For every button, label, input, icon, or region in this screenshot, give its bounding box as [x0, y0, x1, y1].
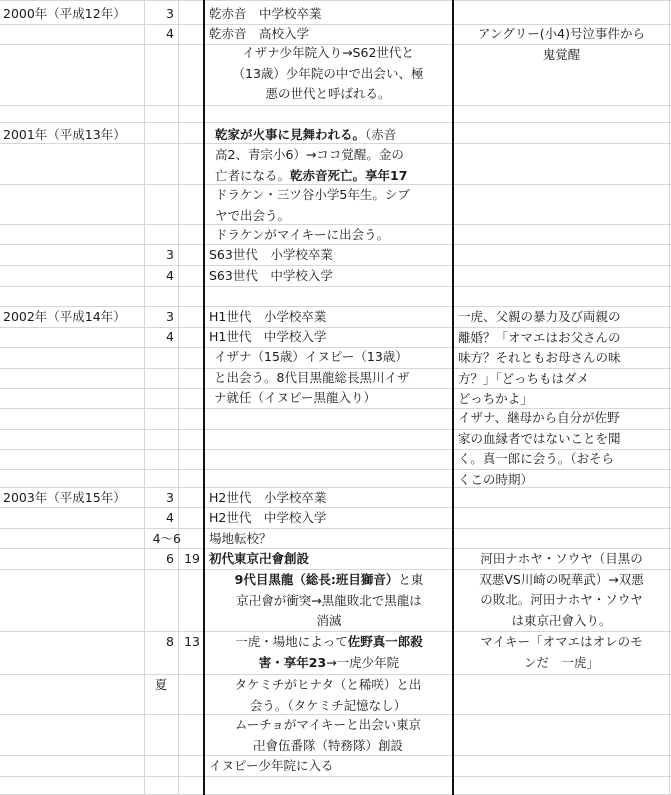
event-cell: H2世代 小学校卒業 — [209, 490, 327, 505]
event-cell: ドラケン・三ツ谷小学5年生。シブ ヤで出会う。 — [215, 187, 410, 223]
event-cell — [215, 145, 447, 186]
month-cell: 4 — [166, 329, 174, 344]
month-cell: 4〜6 — [152, 531, 181, 546]
event-cell: ドラケンがマイキーに出会う。 — [215, 227, 390, 242]
event-text: （赤音 — [365, 127, 397, 142]
year-label: 2002年（平成14年） — [3, 309, 126, 324]
row-line — [0, 122, 671, 123]
event-cell — [207, 570, 451, 632]
month-cell: 6 — [166, 551, 174, 566]
event-cell: H1世代 中学校入学 — [209, 329, 327, 344]
event-cell: イザナ少年院入り→S62世代と （13歳）少年院の中で出会い、極 悪の世代と呼ばれる。 — [232, 45, 424, 101]
event-cell: イヌピー少年院に入る — [209, 758, 334, 773]
month-cell: 4 — [166, 268, 174, 283]
month-cell: 4 — [166, 26, 174, 41]
event-text: 高2、青宗小6）→ココ覚醒。金の 亡者になる。 — [215, 147, 404, 183]
row-line — [0, 265, 671, 266]
note-cell: マイキー「オマエはオレのモ ンだ 一虎」 — [480, 634, 643, 670]
event-cell: S63世代 小学校卒業 — [209, 247, 333, 262]
event-bold: 佐野真一郎殺 害・享年23 — [258, 634, 423, 670]
event-cell: 場地転校？ — [209, 531, 272, 546]
event-cell: 乾赤音 中学校卒業 — [209, 6, 322, 21]
event-cell — [215, 125, 447, 146]
event-cell: イザナ（15歳）イヌピー（13歳） と出会う。8代目黒龍総長黒川イザ ナ就任（イヌピー黒龍入り） — [214, 349, 410, 405]
month-cell: 3 — [166, 247, 174, 262]
column-line — [178, 0, 179, 795]
month-cell: 8 — [166, 634, 174, 649]
year-label: 2001年（平成13年） — [3, 127, 126, 142]
event-cell: ムーチョがマイキーと出会い東京 卍會伍番隊（特務隊）創設 — [234, 717, 422, 753]
event-text: 一虎・場地によって — [235, 634, 348, 649]
row-line — [0, 286, 671, 287]
row-line — [0, 776, 671, 777]
year-label: 2000年（平成12年） — [3, 6, 126, 21]
event-cell: タケミチがヒナタ（と稀咲）と出 会う。（タケミチ記憶なし） — [234, 677, 422, 713]
month-cell: 3 — [166, 6, 174, 21]
event-bold: 9代目黒龍（総長:班目獅音） — [234, 572, 399, 587]
column-line — [669, 0, 670, 795]
event-text: →一虎少年院 — [326, 654, 400, 670]
column-border-right — [452, 0, 454, 795]
note-cell: イザナ、継母から自分が佐野 家の血縁者ではないことを聞 く。真一郎に会う。（おそら くこの時期） — [458, 410, 621, 487]
month-cell: 4 — [166, 510, 174, 525]
day-cell: 13 — [184, 634, 200, 649]
event-cell — [207, 632, 451, 673]
year-label: 2003年（平成15年） — [3, 490, 126, 505]
event-cell: 乾赤音 高校入学 — [209, 26, 310, 41]
event-cell: H2世代 中学校入学 — [209, 510, 327, 525]
event-bold: 乾家が火事に見舞われる。 — [215, 127, 366, 142]
note-cell: 一虎、父親の暴力及び両親の 離婚？「オマエはお父さんの 味方？それともお母さんの味 方？」「どっちもはダメ どっちかよ」 — [458, 309, 621, 406]
event-cell: S63世代 中学校入学 — [209, 268, 333, 283]
event-bold: 乾赤音死亡。享年17 — [290, 167, 408, 183]
event-cell: H1世代 小学校卒業 — [209, 309, 327, 324]
day-cell: 19 — [184, 551, 200, 566]
event-cell: 初代東京卍會創設 — [209, 551, 310, 566]
row-line — [0, 528, 671, 529]
month-cell: 3 — [166, 309, 174, 324]
event-text: と東 京卍會が衝突→黒龍敗北で黒龍は 消滅 — [236, 572, 424, 628]
note-cell: アングリー(小4)号泣事件から 鬼覚醒 — [478, 26, 645, 62]
month-cell: 夏 — [154, 677, 168, 692]
note-cell: 河田ナホヤ・ソウヤ（目黒の 双悪VS川崎の呪華武）→双悪 の敗北。河田ナホヤ・ソウヤ は東京卍會入り。 — [479, 551, 644, 628]
row-line — [0, 105, 671, 106]
row-line — [0, 0, 671, 1]
month-cell: 3 — [166, 490, 174, 505]
